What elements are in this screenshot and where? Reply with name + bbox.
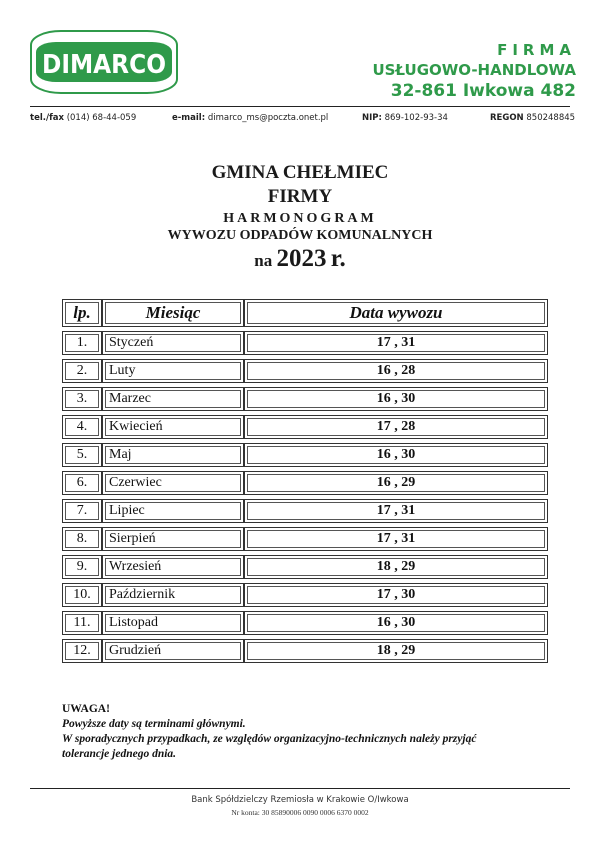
row-date: 17 , 31 <box>244 331 548 355</box>
row-month: Maj <box>102 443 244 467</box>
table-row <box>62 443 548 467</box>
row-date: 16 , 30 <box>244 387 548 411</box>
schedule-table <box>62 295 548 667</box>
notice <box>62 702 476 762</box>
footer-bank: Bank Spółdzielczy Rzemiosła w Krakowie O/Iwkowa <box>191 795 409 805</box>
title-year-line <box>0 244 600 276</box>
table-row <box>62 527 548 551</box>
row-month: Luty <box>102 359 244 383</box>
footer-account: Nr konta: 30 85890006 0090 0006 6370 0002 <box>231 808 369 817</box>
row-lp: 3. <box>62 387 102 411</box>
row-date: 16 , 29 <box>244 471 548 495</box>
table-row <box>62 639 548 663</box>
row-lp: 11. <box>62 611 102 635</box>
title-wywozu: WYWOZU ODPADÓW KOMUNALNYCH <box>167 228 433 243</box>
row-lp: 10. <box>62 583 102 607</box>
title-year-prefix: na <box>254 251 273 270</box>
row-month: Listopad <box>102 611 244 635</box>
header-month: Miesiąc <box>102 299 244 327</box>
table-row <box>62 611 548 635</box>
regon-label: REGON <box>490 113 524 123</box>
nip-value: 869-102-93-34 <box>384 113 448 123</box>
row-month: Marzec <box>102 387 244 411</box>
row-lp: 2. <box>62 359 102 383</box>
firma-line-2: USŁUGOWO-HANDLOWA <box>372 61 576 79</box>
notice-line-1: Powyższe daty są terminami głównymi. <box>62 718 246 730</box>
title-year: 2023 <box>276 245 327 272</box>
nip-label: NIP: <box>362 113 382 123</box>
row-lp: 12. <box>62 639 102 663</box>
row-date: 18 , 29 <box>244 639 548 663</box>
notice-heading: UWAGA! <box>62 703 110 715</box>
row-date: 17 , 31 <box>244 499 548 523</box>
row-lp: 7. <box>62 499 102 523</box>
row-month: Październik <box>102 583 244 607</box>
title-firmy: FIRMY <box>267 186 333 207</box>
contact-nip <box>362 113 448 123</box>
contact-email <box>172 113 328 123</box>
contact-regon <box>490 113 575 123</box>
contact-tel <box>30 113 136 123</box>
table-row <box>62 415 548 439</box>
header-lp: lp. <box>62 299 102 327</box>
row-month: Lipiec <box>102 499 244 523</box>
row-month: Kwiecień <box>102 415 244 439</box>
notice-line-3: tolerancje jednego dnia. <box>62 748 177 760</box>
dimarco-logo <box>30 30 178 94</box>
row-date: 16 , 28 <box>244 359 548 383</box>
firma-line-1: FIRMA <box>497 41 576 59</box>
row-date: 17 , 28 <box>244 415 548 439</box>
row-lp: 4. <box>62 415 102 439</box>
table-row <box>62 555 548 579</box>
row-lp: 5. <box>62 443 102 467</box>
row-month: Grudzień <box>102 639 244 663</box>
table-row <box>62 331 548 355</box>
row-month: Wrzesień <box>102 555 244 579</box>
email-value: dimarco_ms@poczta.onet.pl <box>207 113 329 123</box>
header-date: Data wywozu <box>244 299 548 327</box>
footer-divider <box>30 788 570 789</box>
row-lp: 6. <box>62 471 102 495</box>
table-row <box>62 471 548 495</box>
table-row <box>62 387 548 411</box>
row-lp: 9. <box>62 555 102 579</box>
table-row <box>62 583 548 607</box>
logo-text: DIMARCO <box>42 50 166 80</box>
row-date: 18 , 29 <box>244 555 548 579</box>
firma-line-3: 32-861 Iwkowa 482 <box>390 81 576 101</box>
row-lp: 1. <box>62 331 102 355</box>
title-year-suffix: r. <box>330 245 346 272</box>
tel-value: (014) 68-44-059 <box>66 113 137 123</box>
regon-value: 850248845 <box>526 113 576 123</box>
row-month: Czerwiec <box>102 471 244 495</box>
table-header-row <box>62 299 548 327</box>
row-date: 16 , 30 <box>244 443 548 467</box>
table-row <box>62 499 548 523</box>
notice-line-2: W sporadycznych przypadkach, ze względów organizacyjno-technicznych należy przyjąć <box>62 733 477 745</box>
row-lp: 8. <box>62 527 102 551</box>
email-label: e-mail: <box>172 113 206 123</box>
title-gmina: GMINA CHEŁMIEC <box>211 162 389 183</box>
table-row <box>62 359 548 383</box>
row-month: Styczeń <box>102 331 244 355</box>
title-harmonogram: HARMONOGRAM <box>223 211 377 226</box>
tel-label: tel./fax <box>30 113 64 123</box>
document-title <box>0 160 600 276</box>
row-date: 16 , 30 <box>244 611 548 635</box>
row-date: 17 , 31 <box>244 527 548 551</box>
header-divider <box>30 106 570 107</box>
company-info <box>372 40 576 102</box>
row-date: 17 , 30 <box>244 583 548 607</box>
row-month: Sierpień <box>102 527 244 551</box>
